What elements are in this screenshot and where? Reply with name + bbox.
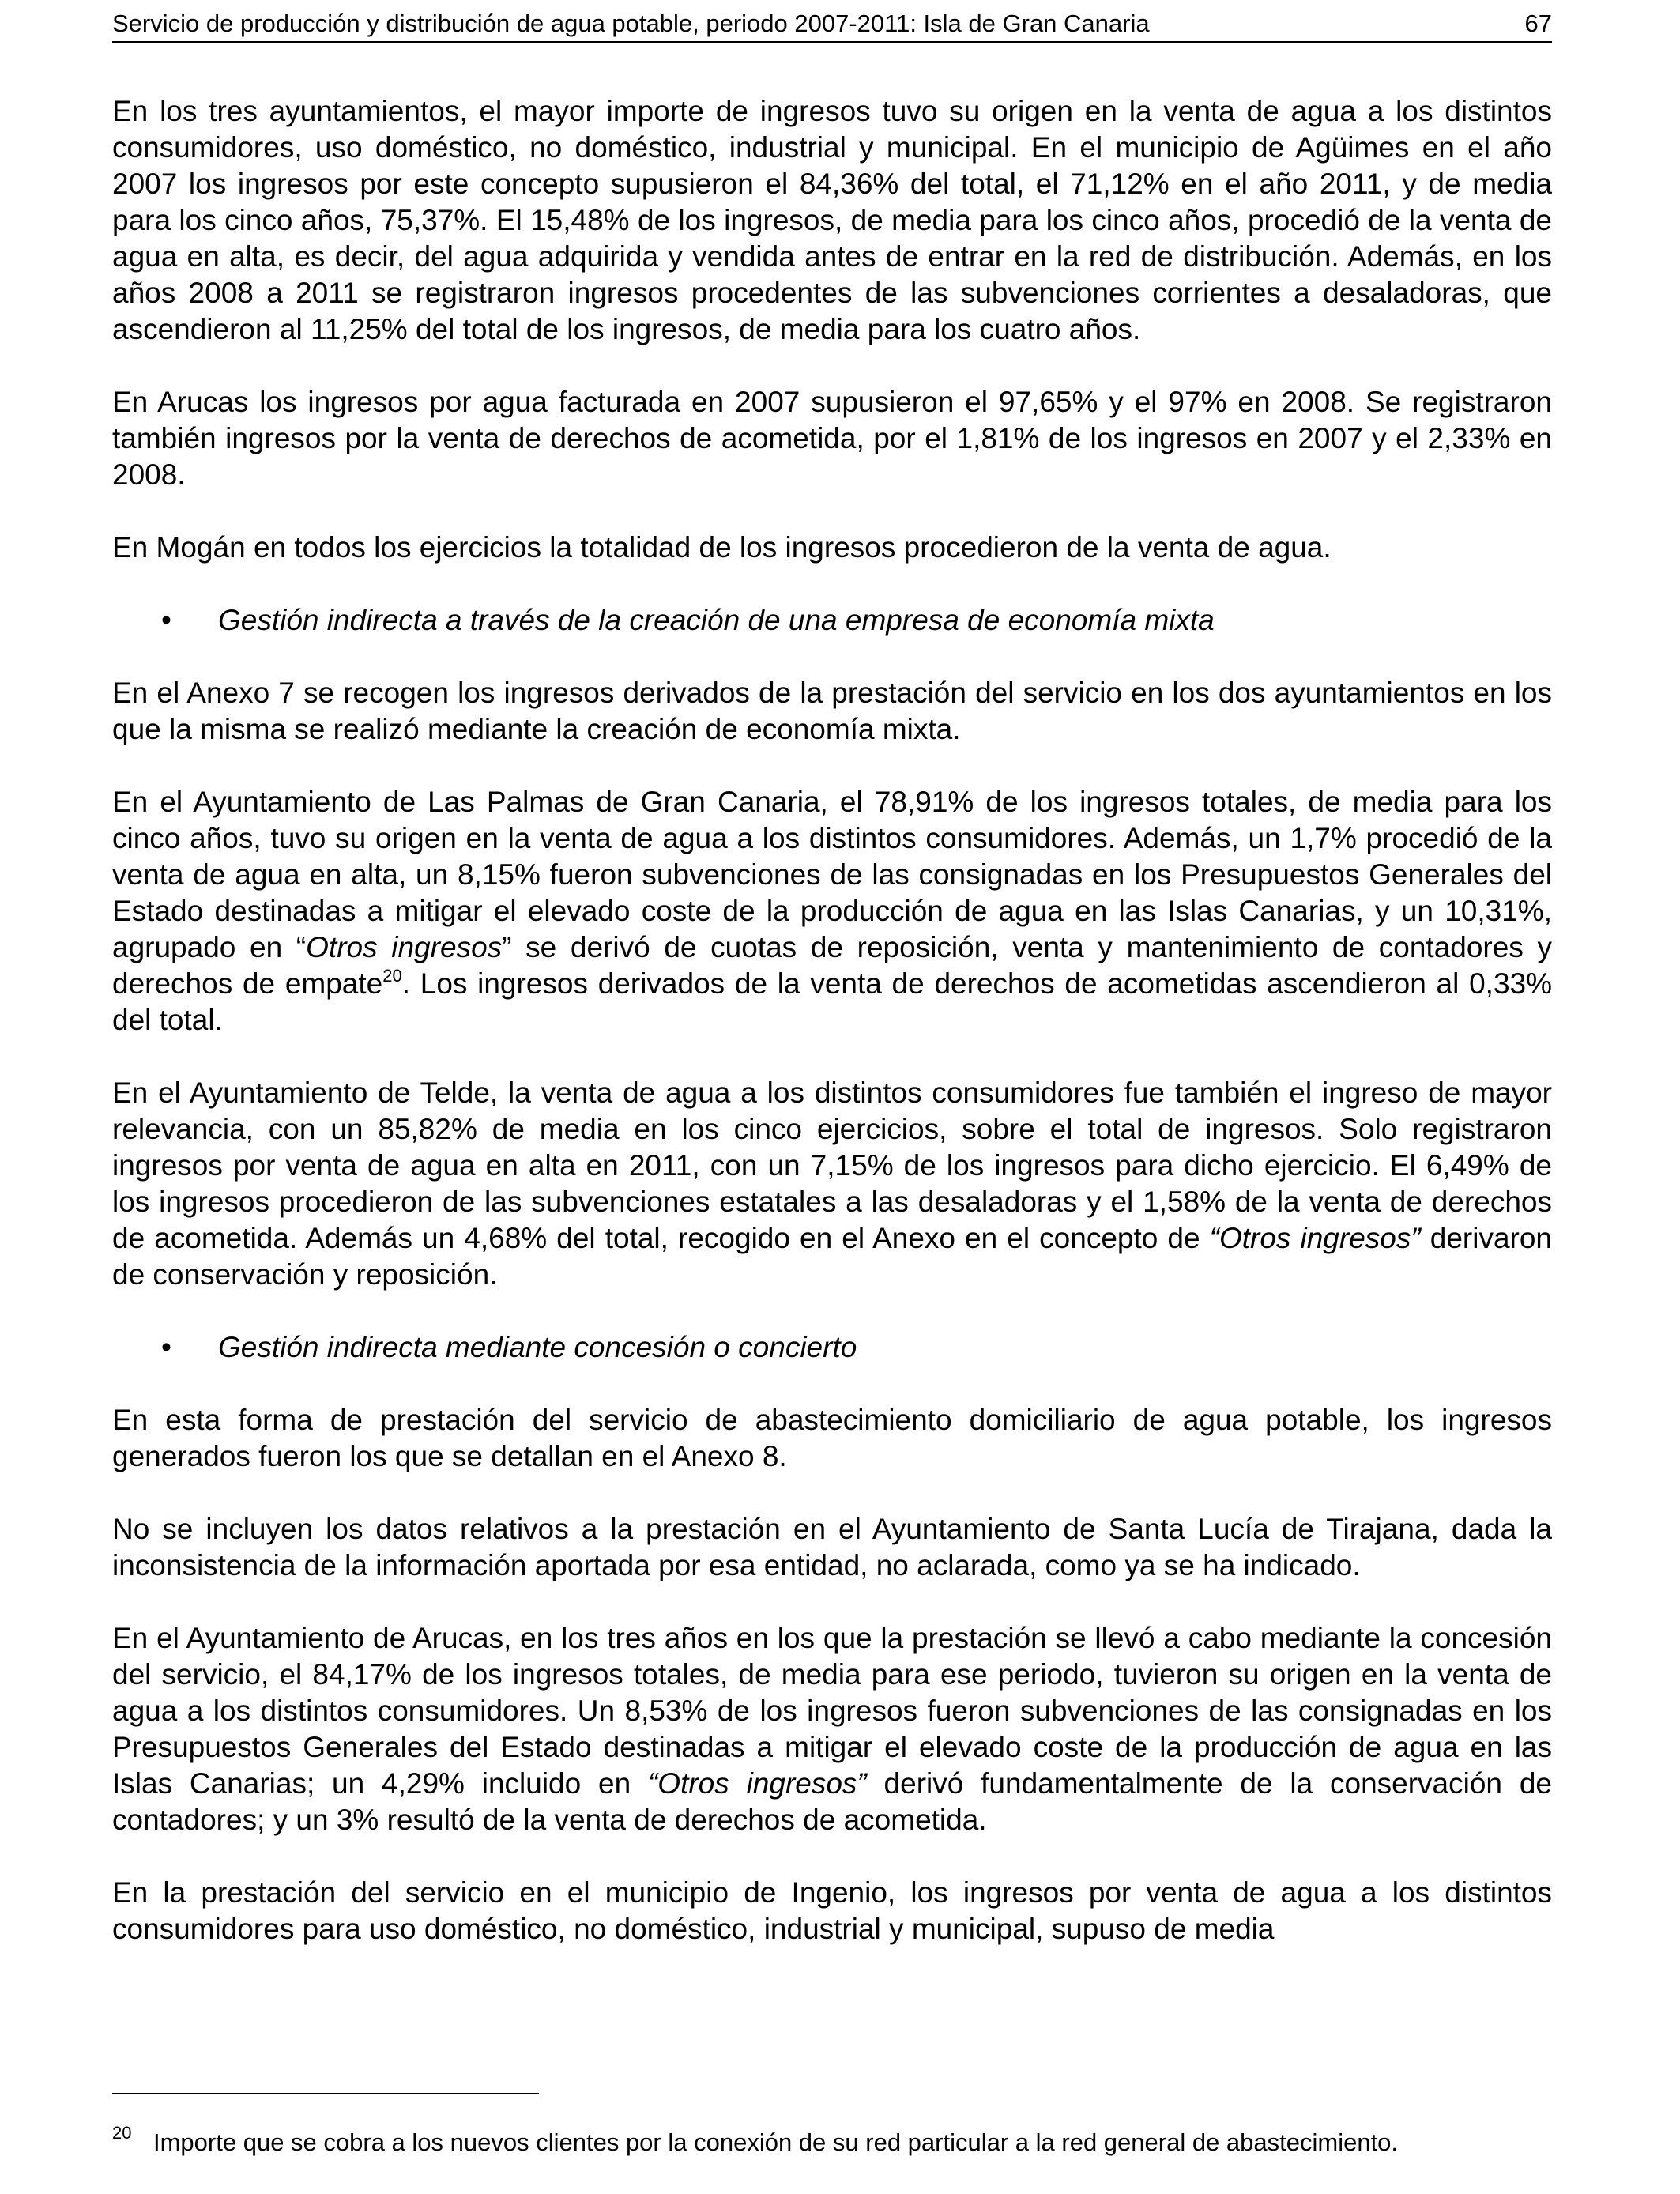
text-run: derivó fundamentalmente de la conservación de contadores; y un 3% resultó de la venta de derechos de acometida.: [112, 1767, 1552, 1836]
running-header: [112, 9, 1552, 43]
bullet-icon: •: [161, 1331, 171, 1363]
text-run: ” se derivó de cuotas de reposición, venta y mantenimiento de contadores y derechos de empate: [112, 931, 1552, 1000]
page-number: 67: [1524, 9, 1552, 37]
paragraph: En Arucas los ingresos por agua facturada en 2007 supusieron el 97,65% y el 97% en 2008. Se registraron también ingresos por la venta de derechos de acometida, por el 1,81% de los ingresos en 2007 y el 2,33% en 2008.: [112, 386, 1552, 491]
paragraph: No se incluyen los datos relativos a la prestación en el Ayuntamiento de Santa Lucía de Tirajana, dada la inconsistencia de la información aportada por esa entidad, no aclarada, como ya se ha indicado.: [112, 1513, 1552, 1581]
section-bullet: [112, 602, 1552, 639]
text-run: derivaron de conservación y reposición.: [112, 1222, 1552, 1291]
paragraph: [112, 1620, 1552, 1838]
paragraph: En la prestación del servicio en el municipio de Ingenio, los ingresos por venta de agua a los distintos consumidores para uso doméstico, no doméstico, industrial y municipal, supuso de media: [112, 1876, 1552, 1945]
footnote-separator: [112, 2093, 539, 2094]
italic-term: Otros ingresos: [306, 931, 503, 963]
paragraph: En Mogán en todos los ejercicios la totalidad de los ingresos procedieron de la venta de agua.: [112, 531, 1332, 564]
bullet-icon: •: [161, 604, 171, 636]
header-title: Servicio de producción y distribución de agua potable, periodo 2007-2011: Isla de Gran Canaria: [112, 9, 1150, 37]
italic-term: “Otros ingresos”: [1209, 1222, 1421, 1254]
paragraph: En los tres ayuntamientos, el mayor importe de ingresos tuvo su origen en la venta de agua a los distintos consumidores, uso doméstico, no doméstico, industrial y municipal. En el municipio de Agüimes en el año 2007 los ingresos por este concepto supusieron el 84,36% del total, el 71,12% en el año 2011, y de media para los cinco años, 75,37%. El 15,48% de los ingresos, de media para los cinco años, procedió de la venta de agua en alta, es decir, del agua adquirida y vendida antes de entrar en la red de distribución. Además, en los años 2008 a 2011 se registraron ingresos procedentes de las subvenciones corrientes a desaladoras, que ascendieron al 11,25% del total de los ingresos, de media para los cuatro años.: [112, 95, 1552, 345]
text-run: En el Ayuntamiento de Telde, la venta de agua a los distintos consumidores fue también el ingreso de mayor relevancia, con un 85,82% de media en los cinco ejercicios, sobre el total de ingresos. Solo registraron ingresos por venta de agua en alta en 2011, con un 7,15% de los ingresos para dicho ejercicio. El 6,49% de los ingresos procedieron de las subvenciones estatales a las desaladoras y el 1,58% de la venta de derechos de acometida. Además un 4,68% del total, recogido en el Anexo en el concepto de: [112, 1076, 1552, 1254]
paragraph: [112, 1075, 1552, 1293]
paragraph: En esta forma de prestación del servicio de abastecimiento domiciliario de agua potable, los ingresos generados fueron los que se detallan en el Anexo 8.: [112, 1404, 1552, 1472]
footnote-reference[interactable]: 20: [382, 965, 402, 986]
text-run: En el Ayuntamiento de Las Palmas de Gran Canaria, el 78,91% de los ingresos totales, de media para los cinco años, tuvo su origen en la venta de agua a los distintos consumidores. Además, un 1,7% procedió de la venta de agua en alta, un 8,15% fueron subvenciones de las consignadas en los Presupuestos Generales del Estado destinadas a mitigar el elevado coste de la producción de agua en las Islas Canarias, y un 10,31%, agrupado en “: [112, 786, 1552, 963]
bullet-text: Gestión indirecta mediante concesión o concierto: [218, 1331, 857, 1363]
body-text: [112, 93, 1552, 1984]
italic-term: “Otros ingresos”: [647, 1767, 867, 1800]
text-run: En el Ayuntamiento de Arucas, en los tres años en los que la prestación se llevó a cabo mediante la concesión del servicio, el 84,17% de los ingresos totales, de media para ese periodo, tuvieron su origen en la venta de agua a los distintos consumidores. Un 8,53% de los ingresos fueron subvenciones de las consignadas en los Presupuestos Generales del Estado destinadas a mitigar el elevado coste de la producción de agua en las Islas Canarias; un 4,29% incluido en: [112, 1622, 1552, 1800]
footnote-text: Importe que se cobra a los nuevos clientes por la conexión de su red particular a la red general de abastecimiento.: [153, 2128, 1399, 2156]
footnote-number: 20: [112, 2123, 132, 2143]
bullet-text: Gestión indirecta a través de la creación de una empresa de economía mixta: [218, 604, 1215, 636]
text-run: . Los ingresos derivados de la venta de derechos de acometidas ascendieron al 0,33% del total.: [112, 967, 1552, 1036]
paragraph: [112, 784, 1552, 1039]
section-bullet: [112, 1329, 1552, 1366]
paragraph: En el Anexo 7 se recogen los ingresos derivados de la prestación del servicio en los dos ayuntamientos en los que la misma se realizó mediante la creación de economía mixta.: [112, 677, 1552, 745]
